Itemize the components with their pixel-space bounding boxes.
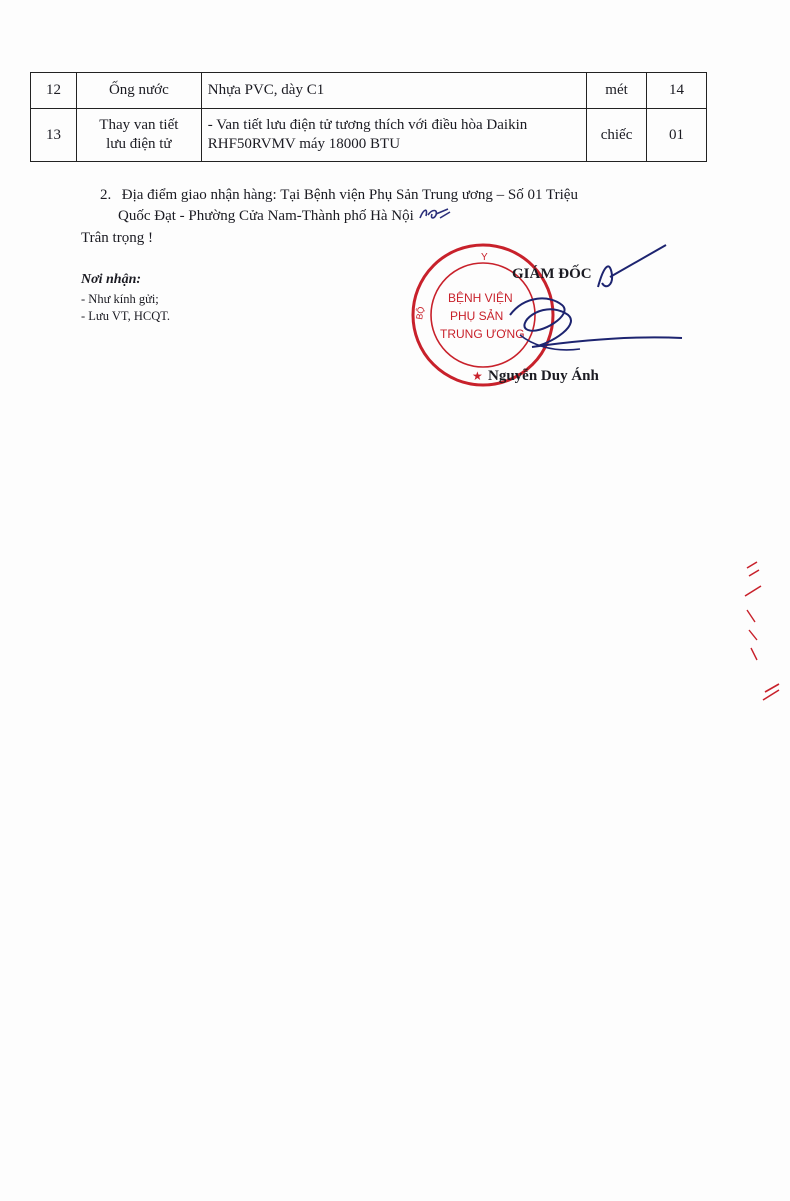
- svg-text:Y: Y: [481, 252, 488, 263]
- closing-text: Trân trọng !: [81, 230, 153, 246]
- item-unit: mét: [587, 73, 647, 109]
- delivery-location-note: [100, 185, 680, 227]
- table-row: [31, 109, 707, 162]
- signer-title: GIÁM ĐỐC: [512, 266, 592, 282]
- recipients-title: Nơi nhận:: [81, 272, 142, 287]
- item-spec-line2: RHF50RVMV máy 18000 BTU: [207, 136, 401, 152]
- note-line1: Địa điểm giao nhận hàng: Tại Bệnh viện Phụ Sản Trung ương – Số 01 Triệu: [121, 187, 578, 203]
- svg-text:BỘ: BỘ: [414, 305, 427, 321]
- item-name-line2: lưu điện tử: [106, 136, 172, 152]
- recipients-list: [81, 291, 170, 325]
- signer-name: Nguyễn Duy Ánh: [488, 368, 599, 384]
- edge-stamp-fragment-icon: [735, 560, 785, 710]
- item-name: [76, 109, 201, 162]
- table-row: [31, 73, 707, 109]
- item-unit: chiếc: [587, 109, 647, 162]
- note-number: 2.: [100, 187, 112, 203]
- row-number: 12: [31, 73, 77, 109]
- recipient-item: - Lưu VT, HCQT.: [81, 309, 171, 323]
- row-number: 13: [31, 109, 77, 162]
- item-spec: Nhựa PVC, dày C1: [201, 73, 586, 109]
- item-name-line1: Thay van tiết: [99, 117, 179, 133]
- items-table: [30, 72, 707, 162]
- svg-text:BỆNH VIỆN: BỆNH VIỆN: [448, 291, 513, 305]
- note-line2: Quốc Đạt - Phường Cửa Nam-Thành phố Hà Nội: [118, 208, 414, 224]
- item-spec-line1: - Van tiết lưu điện tử tương thích với điều hòa Daikin: [207, 117, 528, 133]
- recipient-item: - Như kính gửi;: [81, 292, 159, 306]
- svg-text:TRUNG ƯƠNG: TRUNG ƯƠNG: [440, 327, 525, 341]
- initials-scribble-icon: [418, 206, 452, 222]
- item-name: Ống nước: [76, 73, 201, 109]
- handwritten-signature-icon: [470, 235, 700, 375]
- item-quantity: 01: [647, 109, 707, 162]
- svg-text:PHỤ SẢN: PHỤ SẢN: [450, 309, 504, 323]
- item-quantity: 14: [647, 73, 707, 109]
- item-spec: [201, 109, 586, 162]
- svg-text:★: ★: [472, 369, 483, 383]
